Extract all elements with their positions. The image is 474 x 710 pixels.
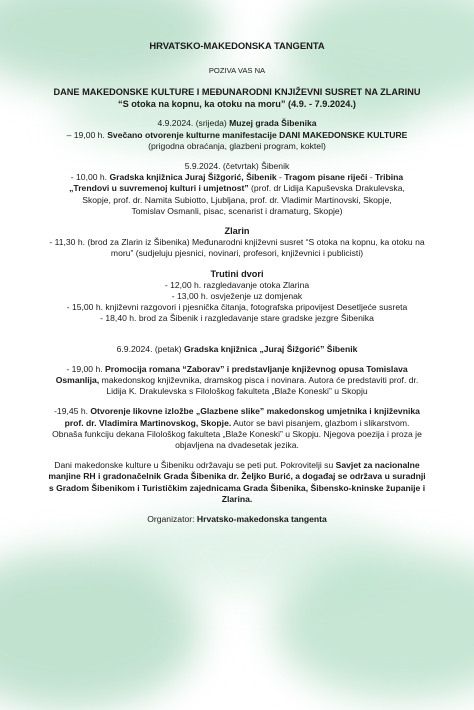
day2-line3: Skopje, prof. dr. Namita Subiotto, Ljubljana, prof. dr. Vladimir Martinovski, Skopje, xyxy=(82,194,392,205)
day2-line4: Tomislav Osmanli, pisac, scenarist i dramaturg, Skopje) xyxy=(131,205,343,216)
organizer-title: HRVATSKO-MAKEDONSKA TANGENTA xyxy=(149,40,325,51)
day2-section xyxy=(10,161,464,217)
day1-opening: – 19,00 h. Svečano otvorenje kulturne manifestacije DANI MAKEDONSKE KULTURE xyxy=(66,129,408,140)
day3-date: 6.9.2024. (petak) Gradska knjižnica „Juraj Šižgorić” Šibenik xyxy=(116,343,358,354)
event-title-line2: “S otoka na kopnu, ka otoku na moru” (4.9. - 7.9.2024.) xyxy=(118,99,356,110)
organizer-line: Organizator: Hrvatsko-makedonska tangenta xyxy=(147,514,327,525)
day2-date: 5.9.2024. (četvrtak) Šibenik xyxy=(184,161,290,172)
list-item: - 18,40 h. brod za Šibenik i razgledavanje stare gradske jezgre Šibenika xyxy=(100,313,374,324)
patrons-paragraph: Dani makedonske kulture u Šibeniku održavaju se peti put. Pokrovitelji su Savjet za nacionalne manjine RH i gradonačelnik Grada Šibenika dr. Željko Burić, a događaj se održava u suradnji s Gradom Šibenikom i Turističkim zajednicama Grada Šibenika, Šibensko-kninske županije i Zlarina. xyxy=(48,460,426,504)
invites-line: POZIVA VAS NA xyxy=(208,66,266,76)
day2-line2: „Trendovi u suvremenoj kulturi i umjetnost” (prof. dr Lidija Kapuševska Drakulevska, xyxy=(69,183,405,194)
trutini-heading: Trutini dvori xyxy=(210,268,264,279)
zlarin-line2: moru” (sudjeluju pjesnici, novinari, profesori, književnici i publicisti) xyxy=(110,248,364,259)
invitation-document xyxy=(10,40,464,534)
day2-line1: - 10,00 h. Gradska knjižnica Juraj Šižgorić, Šibenik - Tragom pisane riječi - Tribina xyxy=(70,172,404,183)
day3-exhibition: -19,45 h. Otvorenje likovne izložbe „Glazbene slike” makedonskog umjetnika i književnika prof. dr. Vladimira Martinovskog, Skopje. Autor se bavi pisanjem, glazbom i slikarstvom. Obnaša funkciju dekana Filološkog fakulteta „Blaže Koneski” u Skopju. Njegova poezija i proza je objavljena na dvadesetak jezika. xyxy=(52,406,422,451)
event-title-line1: DANE MAKEDONSKE KULTURE I MEĐUNARODNI KNJIŽEVNI SUSRET NA ZLARINU xyxy=(53,87,421,98)
event-title xyxy=(10,86,464,110)
day1-section xyxy=(10,118,464,152)
day1-date: 4.9.2024. (srijeda) Muzej grada Šibenika xyxy=(157,118,317,129)
list-item: - 15,00 h. književni razgovori i pjesnička čitanja, fotografska pripovijest Desetljeće susreta xyxy=(66,302,408,313)
list-item: - 13,00 h. osvježenje uz domjenak xyxy=(171,291,303,302)
zlarin-line1: - 11,30 h. (brod za Zlarin iz Šibenika) Međunarodni književni susret “S otoka na kopnu, ka otoku na xyxy=(49,237,425,248)
trutini-section xyxy=(10,269,464,325)
list-item: - 12,00 h. razgledavanje otoka Zlarina xyxy=(164,279,310,290)
zlarin-section xyxy=(10,226,464,260)
day3-promotion: - 19,00 h. Promocija romana “Zaborav” i predstavljanje književnog opusa Tomislava Osmanlija, makedonskog književnika, dramskog pisca i novinara. Autora će predstaviti prof. dr. Lidija K. Drakulevska s Filološkog fakulteta „Blaže Koneski” u Skopju xyxy=(55,363,419,397)
zlarin-heading: Zlarin xyxy=(224,226,250,237)
day3-date-section xyxy=(10,344,464,355)
day1-program: (prigodna obraćanja, glazbeni program, koktel) xyxy=(148,140,326,151)
